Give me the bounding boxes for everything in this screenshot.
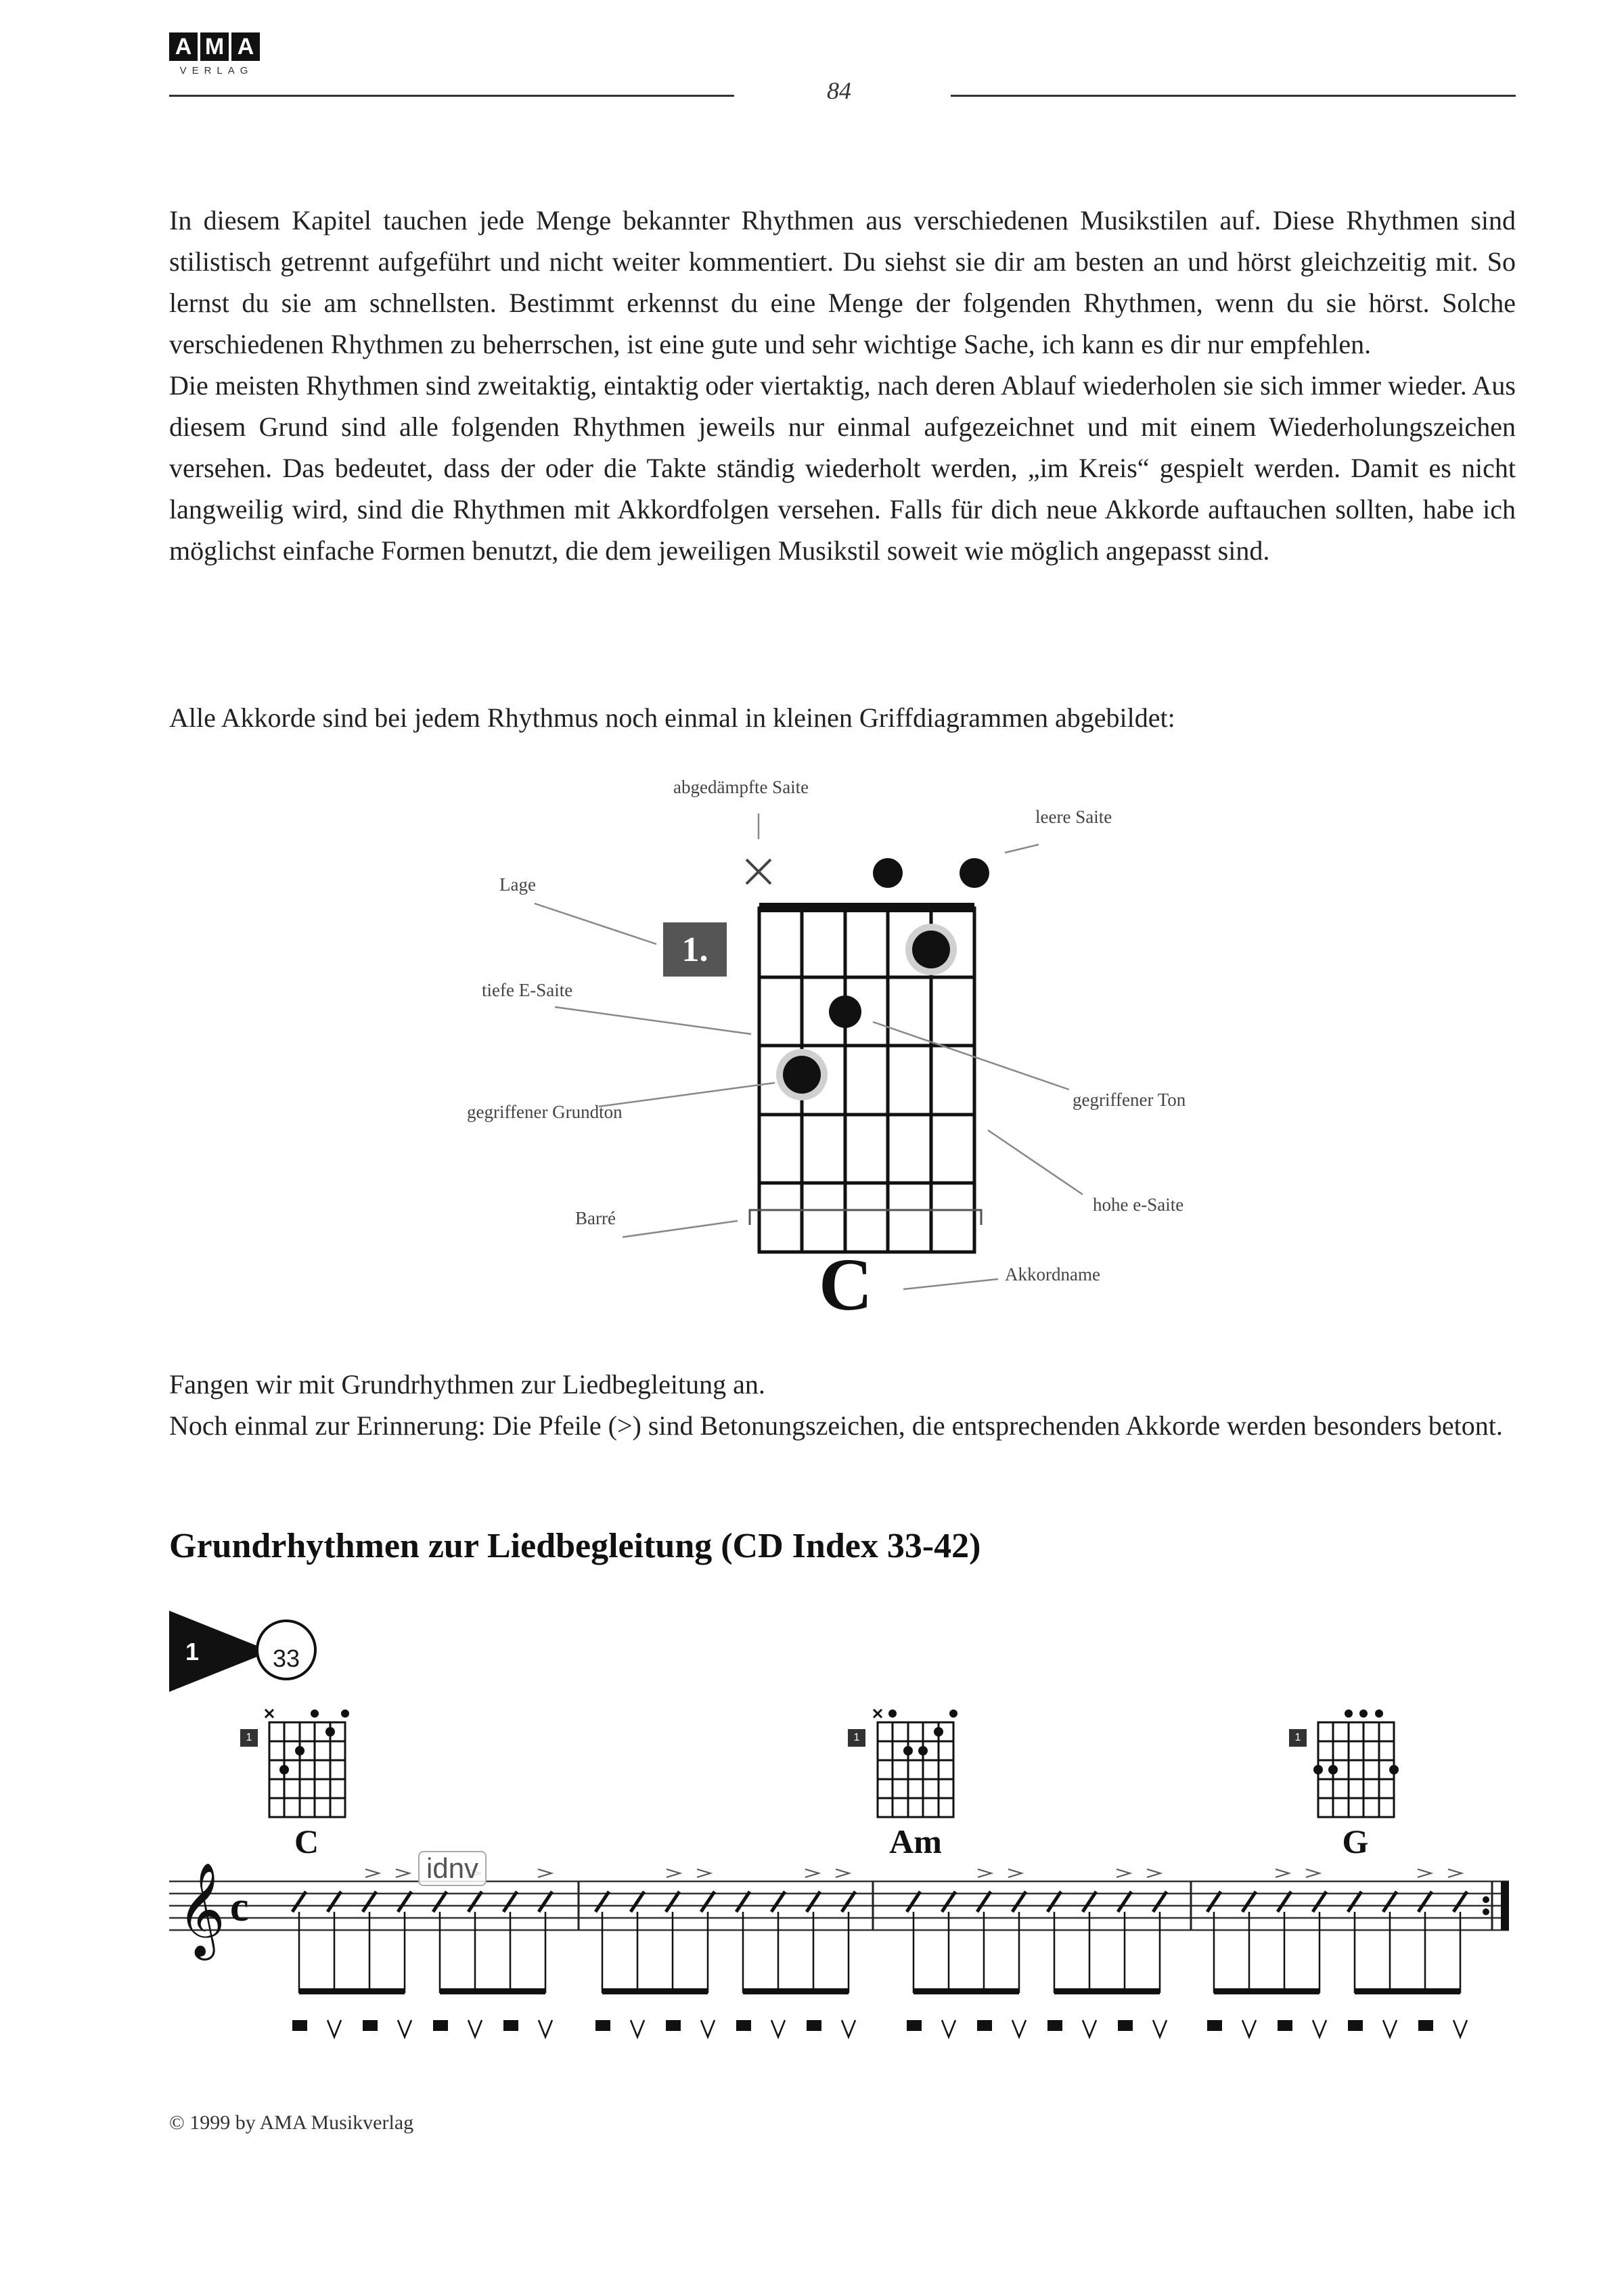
chord-grid-dots [279, 1709, 1399, 1774]
beams [299, 1988, 1460, 1994]
nut [759, 903, 974, 912]
diagram-intro-text [169, 697, 1516, 738]
position-badge-text: 1. [681, 930, 708, 969]
logo-subtitle: VERLAG [179, 65, 254, 76]
open-string-marker [960, 858, 989, 888]
cd-index-number: 33 [272, 1645, 300, 1672]
track-badge-shape [169, 1611, 271, 1692]
section-heading: Grundrhythmen zur Liedbegleitung (CD Index 33-42) [169, 1527, 981, 1565]
chord-diagram-graphic [0, 758, 1624, 1340]
rhythm-example [0, 1604, 1624, 2064]
watermark-overlay: idnv [418, 1851, 487, 1886]
page-number: 84 [827, 77, 851, 104]
intro-paragraph-2: Die meisten Rhythmen sind zweitaktig, eintaktig oder viertaktig, nach deren Ablauf wiederholen sie sich immer wieder. Aus diesem Grund sind alle folgenden Rhythmen jeweils nur einmal aufgezeichnet und mit einem Wiederholungszeichen versehen. Das bedeutet, dass der oder die Takte ständig wiederholt werden, „im Kreis“ gespielt werden. Damit es nicht langweilig wird, sind die Rhythmen mit Akkordfolgen versehen. Falls für dich neue Akkorde auftauchen sollten, habe ich möglichst einfache Formen benutzt, die dem jeweiligen Musikstil soweit wie möglich angepasst sind. [169, 370, 1516, 566]
chord-position-badge: 1 [1289, 1729, 1307, 1747]
header-rule-right [951, 95, 1516, 97]
label-open-string: leere Saite [1035, 807, 1112, 827]
chord-position-badge: 1 [240, 1729, 258, 1747]
intro-text [169, 200, 1516, 571]
muted-string-marker [746, 859, 771, 884]
logo-letter: A [231, 32, 260, 61]
chord-name-c: C [294, 1822, 319, 1860]
time-signature: c [230, 1884, 249, 1930]
accent-marks [365, 1869, 1462, 1877]
logo-letter: A [169, 32, 198, 61]
label-high-e-string: hohe e-Saite [1093, 1194, 1184, 1215]
chord-grid-am [878, 1722, 953, 1817]
copyright-footer: © 1999 by AMA Musikverlag [169, 2111, 414, 2134]
chord-name-example: C [819, 1243, 873, 1326]
chord-position-badge: 1 [848, 1729, 865, 1747]
label-barre: Barré [575, 1208, 616, 1228]
chord-diagram-legend [0, 758, 1624, 1340]
logo-letters [169, 32, 264, 61]
label-fretted-note: gegriffener Ton [1073, 1090, 1186, 1110]
reminder-text [169, 1364, 1516, 1446]
chord-name-am: Am [889, 1822, 942, 1860]
label-low-e-string: tiefe E-Saite [482, 980, 573, 1000]
intro-paragraph-1: In diesem Kapitel tauchen jede Menge bekannter Rhythmen aus verschiedenen Musikstilen auf. Diese Rhythmen sind stilistisch getrennt aufgeführt und nicht weiter kommentiert. Du siehst sie dir am besten an und hörst gleichzeitig mit. So lernst du sie am schnellsten. Bestimmt erkennst du eine Menge der folgenden Rhythmen, wenn du sie hörst. Solche verschiedenen Rhythmen zu beherrschen, ist eine gute und sehr wichtige Sache, ich kann es dir nur empfehlen. [169, 205, 1516, 359]
label-muted-string: abgedämpfte Saite [673, 777, 809, 797]
intro-paragraph-3: Alle Akkorde sind bei jedem Rhythmus noch einmal in kleinen Griffdiagrammen abgebildet: [169, 702, 1175, 733]
finger-dot [829, 995, 861, 1028]
logo-letter: M [200, 32, 229, 61]
reminder-line-1: Fangen wir mit Grundrhythmen zur Liedbegleitung an. [169, 1369, 765, 1400]
strum-symbols [292, 2020, 1467, 2037]
finger-dot [912, 931, 950, 968]
treble-clef: 𝄞 [177, 1862, 225, 1956]
barre-bracket [750, 1210, 981, 1225]
root-dot [783, 1056, 821, 1094]
note-stems [299, 1912, 1460, 1993]
label-chord-name: Akkordname [1005, 1264, 1100, 1284]
page-header [0, 0, 1624, 122]
publisher-logo [169, 32, 264, 91]
open-string-marker [873, 858, 903, 888]
label-fretted-root: gegriffener Grundton [467, 1102, 623, 1122]
label-position: Lage [499, 874, 536, 895]
slash-notes [292, 1892, 1467, 1912]
chord-name-g: G [1342, 1822, 1369, 1860]
chord-grid-muted-markers [265, 1709, 882, 1718]
track-number: 1 [185, 1638, 200, 1665]
header-rule-left [169, 95, 734, 97]
final-barline [1501, 1881, 1509, 1930]
reminder-line-2: Noch einmal zur Erinnerung: Die Pfeile (>) sind Betonungszeichen, die entsprechenden Akkorde werden besonders betont. [169, 1410, 1503, 1441]
